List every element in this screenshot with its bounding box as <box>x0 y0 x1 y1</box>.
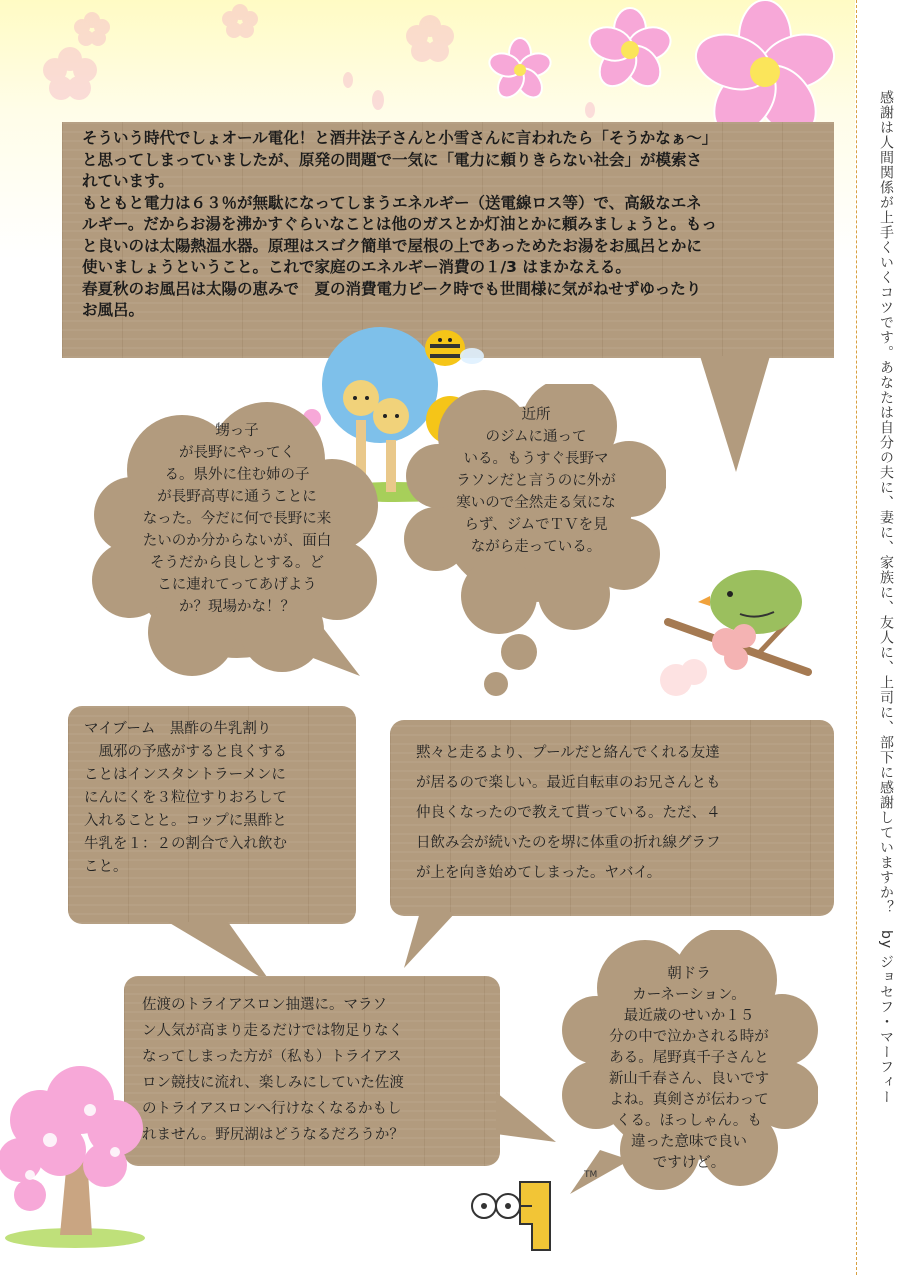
thought-cloud-drama-text: 朝ドラ カーネーション。 最近歳のせいか１５ 分の中で泣かされる時が ある。尾野真千子さんと 新山千春さん、良いです よね。真剣さが伝わって くる。ほっしゃん。も 違った意味で良い ですけど。 <box>608 966 770 1171</box>
margin-divider <box>856 0 857 1275</box>
speech-box-triathlon-tail <box>496 1092 560 1144</box>
speech-box-triathlon-text: 佐渡のトライアスロン抽選に。マラソ ン人気が高まり走るだけでは物足りなく なってしまった方が（私も）トライアス ロン競技に流れ、楽しみにしていた佐渡 のトライアスロンへ行けなくなるかもし れません。野尻湖はどうなるだろうか？ <box>142 997 404 1143</box>
thought-cloud-right <box>404 384 666 704</box>
thought-cloud-left-text: 甥っ子 が長野にやってく る。県外に住む姉の子 が長野高専に通うことに なった。今だに何で長野に来 たいのか分からないが、面白 そうだから良しとする。ど こに連れてってあげよう か？現場かな！？ <box>142 423 332 615</box>
speech-box-triathlon <box>124 976 500 1166</box>
side-caption: 感謝は人間関係が上手くいくコツです。あなたは自分の夫に、妻に、家族に、友人に、上司に、部下に感謝していますか？ by ジョセフ・マーフィー <box>878 90 894 1105</box>
top-speech-tail <box>700 356 780 476</box>
speech-box-pool-tail <box>400 912 460 970</box>
speech-box-my-boom <box>68 706 356 924</box>
bird-on-branch-illustration <box>648 562 818 712</box>
mascot-logo-illustration <box>470 1172 580 1262</box>
thought-cloud-left <box>92 400 382 676</box>
top-speech-text: そういう時代でしょオール電化！と酒井法子さんと小雪さんに言われたら「そうかなぁ～」 と思ってしまっていましたが、原発の問題で一気に「電力に頼りきらない社会」が模索さ れています。 もともと電力は６３％が無駄になってしまうエネルギー（送電線ロス等）で、高級なエネ ルギー。だからお湯を沸かすぐらいなことは他のガスとか灯油とかに頼みましょうと。もっ と良いのは太陽熱温水器。原理はスゴク簡単で屋根の上であっためたお湯をお風呂とかに 使いましょうということ。これで家庭のエネルギー消費の１/3 はまかなえる。 春夏秋のお風呂は太陽の恵みで 夏の消費電力ピーク時でも世間様に気がねせずゆったり お風呂。 <box>82 129 718 319</box>
thought-cloud-drama <box>560 930 818 1200</box>
speech-box-pool-text: 黙々と走るより、プールだと絡んでくれる友達 が居るので楽しい。最近自転車のお兄さんとも 仲良くなったので教えて貰っている。ただ、４ 日飲み会が続いたのを堺に体重の折れ線グラフ が上を向き始めてしまった。ヤバイ。 <box>416 745 721 881</box>
cherry-blossom-illustration-top <box>0 0 855 130</box>
speech-box-pool <box>390 720 834 916</box>
cherry-tree-illustration <box>0 1060 150 1250</box>
speech-box-my-boom-text: マイブーム 黒酢の牛乳割り 風邪の予感がすると良くする ことはインスタントラーメンに にんにくを３粒位すりおろして 入れることと。コップに黒酢と 牛乳を１：２の割合で入れ飲む こと。 <box>84 721 287 875</box>
logo-trademark: TM <box>584 1170 598 1180</box>
thought-cloud-right-text: 近所 のジムに通って いる。もうすぐ長野マ ラソンだと言うのに外が 寒いので全然走る気にな らず、ジムでＴＶを見 ながら走っている。 <box>456 407 616 555</box>
